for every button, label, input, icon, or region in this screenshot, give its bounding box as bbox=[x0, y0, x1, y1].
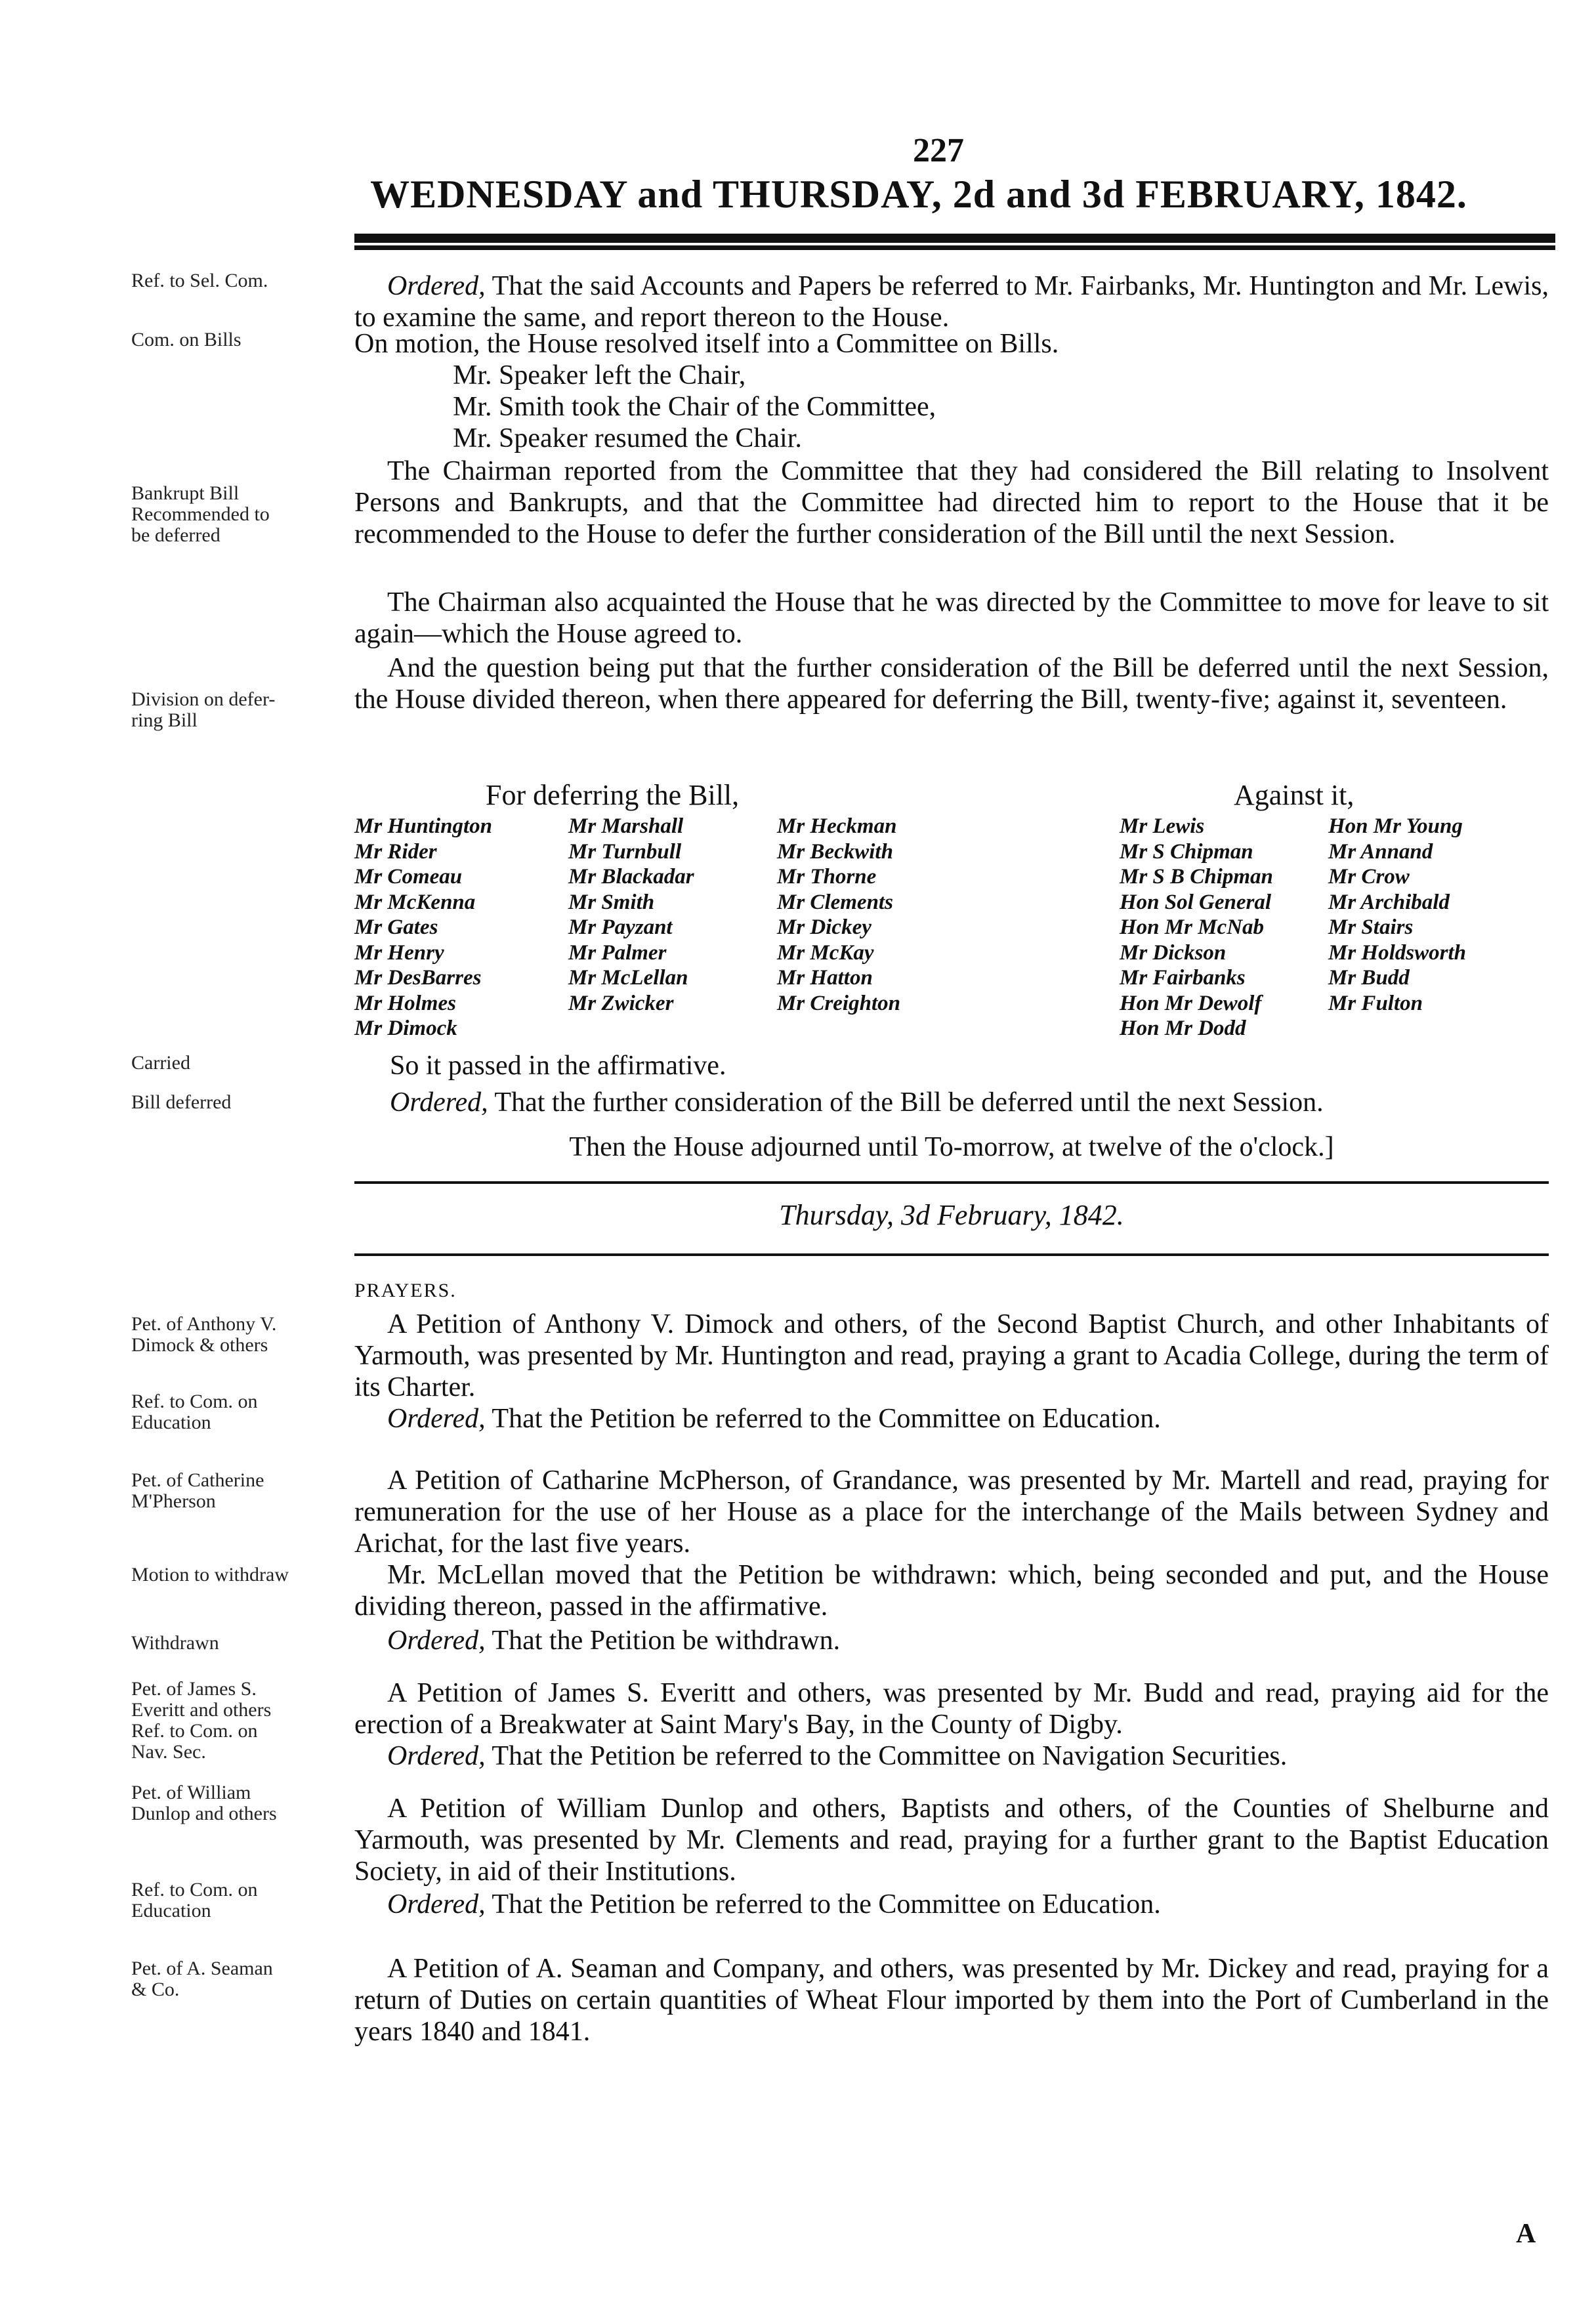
vote-name: Mr Crow bbox=[1328, 865, 1410, 889]
for-column-1 bbox=[354, 814, 492, 1041]
vote-name: Mr Rider bbox=[354, 839, 437, 864]
vote-name: Hon Mr McNab bbox=[1120, 915, 1265, 939]
vote-name: Mr Clements bbox=[777, 890, 893, 914]
margin-note-carried: Carried bbox=[131, 1052, 190, 1074]
vote-name: Mr Payzant bbox=[568, 915, 673, 939]
vote-name: Mr Henry bbox=[354, 940, 444, 965]
vote-name: Mr Huntington bbox=[354, 814, 493, 838]
vote-name: Mr Creighton bbox=[777, 991, 900, 1015]
margin-note-pet-dunlop: Pet. of William Dunlop and others bbox=[131, 1782, 277, 1824]
vote-name: Mr Turnbull bbox=[568, 839, 682, 864]
paragraph-leave-to-sit: The Chairman also acquainted the House that he was directed by the Committee to move for leave to sit again—which the House agreed to. bbox=[354, 587, 1549, 649]
line-adjourned: Then the House adjourned until To-morrow, at twelve of the o'clock.] bbox=[569, 1132, 1334, 1162]
vote-name: Mr Beckwith bbox=[777, 839, 893, 864]
page-number: 227 bbox=[913, 132, 964, 169]
vote-name: Mr Stairs bbox=[1328, 915, 1414, 939]
paragraph-petition-everitt: A Petition of James S. Everitt and others, was presented by Mr. Budd and read, praying aid for the erection of a Breakwater at Saint Mary's Bay, in the County of Digby. bbox=[354, 1678, 1549, 1740]
against-heading: Against it, bbox=[1234, 779, 1354, 811]
vote-name: Mr Fairbanks bbox=[1120, 966, 1246, 990]
paragraph-motion-withdraw: Mr. McLellan moved that the Petition be withdrawn: which, being seconded and put, and the House dividing thereon, passed in the affirmative. bbox=[354, 1560, 1549, 1622]
vote-name: Mr Annand bbox=[1328, 839, 1433, 864]
margin-note-pet-seaman: Pet. of A. Seaman & Co. bbox=[131, 1958, 273, 2000]
line-speaker-resumed: Mr. Speaker resumed the Chair. bbox=[453, 423, 802, 453]
paragraph-committee-on-bills: On motion, the House resolved itself into a Committee on Bills. bbox=[354, 329, 1059, 359]
vote-name: Mr Holdsworth bbox=[1328, 940, 1466, 965]
vote-name: Mr Budd bbox=[1328, 966, 1410, 990]
section-rule-top bbox=[354, 1181, 1549, 1184]
vote-name: Hon Mr Young bbox=[1328, 814, 1463, 838]
vote-name: Mr Holmes bbox=[354, 991, 456, 1015]
paragraph-dunlop-referred: Ordered, That the Petition be referred to the Committee on Education. bbox=[387, 1889, 1161, 1920]
margin-note-pet-mcpherson: Pet. of Catherine M'Pherson bbox=[131, 1469, 264, 1512]
vote-name: Mr DesBarres bbox=[354, 966, 482, 990]
vote-name: Mr McLellan bbox=[568, 966, 688, 990]
vote-name: Mr Thorne bbox=[777, 865, 877, 889]
vote-name: Hon Sol General bbox=[1120, 890, 1272, 914]
paragraph-petition-seaman: A Petition of A. Seaman and Company, and others, was presented by Mr. Dickey and read, praying for a return of Duties on certain quantities of Wheat Flour imported by them into the Port of Cumberland in the years 1840 and 1841. bbox=[354, 1954, 1549, 2047]
for-heading: For deferring the Bill, bbox=[486, 779, 740, 811]
paragraph-accounts-referred: Ordered, That the said Accounts and Papers be referred to Mr. Fairbanks, Mr. Huntington and Mr. Lewis, to examine the same, and report thereon to the House. bbox=[354, 271, 1549, 333]
paragraph-dimock-referred: Ordered, That the Petition be referred to the Committee on Education. bbox=[387, 1404, 1161, 1434]
vote-name: Mr S Chipman bbox=[1120, 839, 1253, 864]
running-head: WEDNESDAY and THURSDAY, 2d and 3d FEBRUARY, 1842. bbox=[370, 173, 1467, 216]
vote-name: Mr Archibald bbox=[1328, 890, 1450, 914]
margin-note-pet-dimock: Pet. of Anthony V. Dimock & others bbox=[131, 1313, 277, 1356]
vote-name: Mr McKenna bbox=[354, 890, 476, 914]
paragraph-petition-dimock: A Petition of Anthony V. Dimock and others, of the Second Baptist Church, and other Inhabitants of Yarmouth, was presented by Mr. Huntington and read, praying a grant to Acadia College, during the term of its Charter. bbox=[354, 1309, 1549, 1402]
against-column-2 bbox=[1328, 814, 1466, 1016]
margin-note-ref-education-2: Ref. to Com. on Education bbox=[131, 1879, 258, 1921]
for-column-3 bbox=[777, 814, 900, 1016]
line-speaker-left: Mr. Speaker left the Chair, bbox=[453, 360, 746, 390]
vote-name: Mr Smith bbox=[568, 890, 655, 914]
paragraph-everitt-referred: Ordered, That the Petition be referred to the Committee on Navigation Securities. bbox=[387, 1741, 1288, 1771]
vote-name: Mr Dickson bbox=[1120, 940, 1227, 965]
vote-name: Mr Blackadar bbox=[568, 865, 694, 889]
margin-note-pet-everitt: Pet. of James S. Everitt and others Ref. to Com. on Nav. Sec. bbox=[131, 1678, 272, 1763]
vote-name: Mr McKay bbox=[777, 940, 874, 965]
header-rule bbox=[354, 234, 1555, 245]
margin-note-com-on-bills: Com. on Bills bbox=[131, 329, 242, 350]
vote-name: Mr S B Chipman bbox=[1120, 865, 1273, 889]
vote-name: Mr Dimock bbox=[354, 1017, 457, 1040]
line-bill-deferred: Ordered, That the further consideration of the Bill be deferred until the next Session. bbox=[390, 1087, 1324, 1118]
vote-name: Mr Fulton bbox=[1328, 991, 1423, 1015]
margin-note-division: Division on defer- ring Bill bbox=[131, 688, 276, 731]
section-rule-bottom bbox=[354, 1253, 1549, 1256]
vote-name: Mr Lewis bbox=[1120, 814, 1205, 838]
margin-note-ref-sel-com: Ref. to Sel. Com. bbox=[131, 270, 268, 291]
margin-note-bankrupt-bill: Bankrupt Bill Recommended to be deferred bbox=[131, 482, 270, 546]
vote-name: Hon Mr Dodd bbox=[1120, 1017, 1246, 1040]
line-affirmative: So it passed in the affirmative. bbox=[390, 1051, 726, 1081]
vote-name: Mr Heckman bbox=[777, 814, 897, 838]
paragraph-petition-mcpherson: A Petition of Catharine McPherson, of Grandance, was presented by Mr. Martell and read, praying for remuneration for the use of her House as a place for the interchange of the Mails between Sydney and Arichat, for the last five years. bbox=[354, 1465, 1549, 1559]
catchword: A bbox=[1516, 2219, 1536, 2249]
paragraph-chairman-report: The Chairman reported from the Committee that they had considered the Bill relating to Insolvent Persons and Bankrupts, and that the Committee had directed him to report to the House that it be recommended to the House to defer the further consideration of the Bill until the next Session. bbox=[354, 456, 1549, 549]
margin-note-withdrawn: Withdrawn bbox=[131, 1632, 219, 1654]
vote-name: Mr Hatton bbox=[777, 966, 873, 990]
vote-name: Mr Palmer bbox=[568, 940, 667, 965]
margin-note-ref-education-1: Ref. to Com. on Education bbox=[131, 1391, 258, 1433]
margin-note-motion-withdraw: Motion to withdraw bbox=[131, 1564, 289, 1585]
vote-name: Mr Gates bbox=[354, 915, 438, 939]
paragraph-withdrawn: Ordered, That the Petition be withdrawn. bbox=[387, 1626, 841, 1656]
vote-name: Hon Mr Dewolf bbox=[1120, 991, 1262, 1015]
vote-name: Mr Marshall bbox=[568, 814, 684, 838]
line-smith-chair: Mr. Smith took the Chair of the Committee, bbox=[453, 392, 936, 422]
prayers-heading: PRAYERS. bbox=[354, 1280, 457, 1301]
margin-note-bill-deferred: Bill deferred bbox=[131, 1091, 232, 1113]
vote-name: Mr Zwicker bbox=[568, 991, 674, 1015]
against-column-1 bbox=[1120, 814, 1273, 1041]
vote-name: Mr Dickey bbox=[777, 915, 872, 939]
thursday-date: Thursday, 3d February, 1842. bbox=[779, 1199, 1124, 1231]
vote-name: Mr Comeau bbox=[354, 865, 463, 889]
for-column-2 bbox=[568, 814, 694, 1016]
paragraph-petition-dunlop: A Petition of William Dunlop and others, Baptists and others, of the Counties of Shelburne and Yarmouth, was presented by Mr. Clements and read, praying for a further grant to the Baptist Education Society, in aid of their Institutions. bbox=[354, 1794, 1549, 1887]
paragraph-division-question: And the question being put that the further consideration of the Bill be deferred until the next Session, the House divided thereon, when there appeared for deferring the Bill, twenty-five; against it, seventeen. bbox=[354, 653, 1549, 715]
